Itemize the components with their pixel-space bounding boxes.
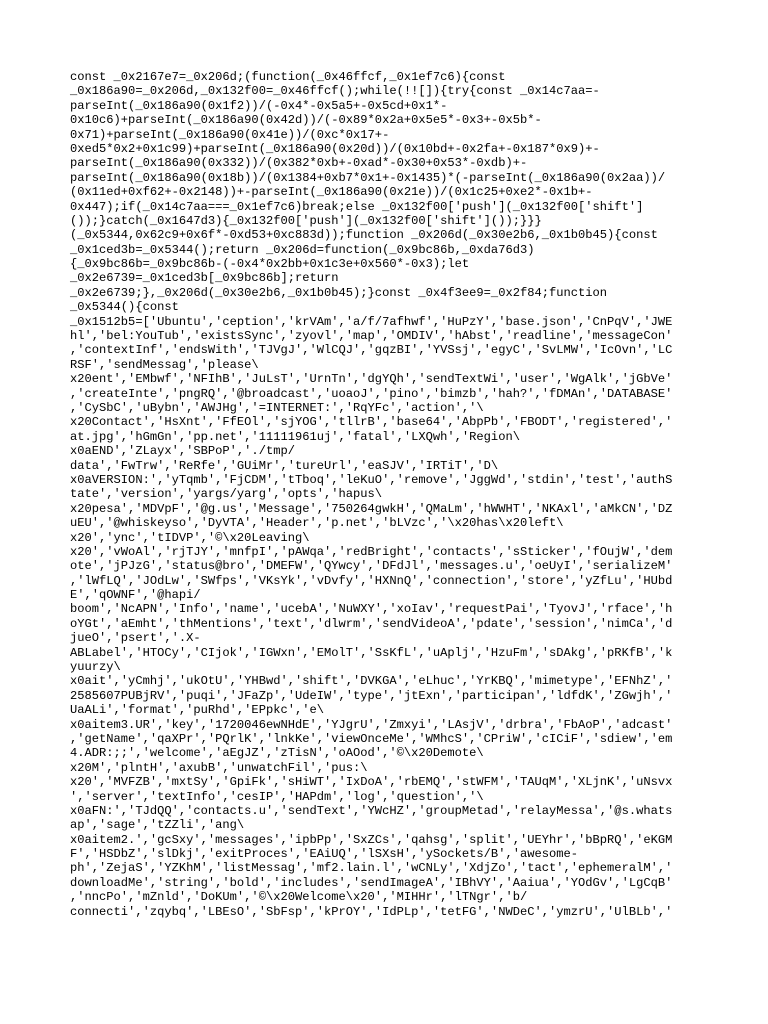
- code-line: 0x10c6)+parseInt(_0x186a90(0x42d))/(-0x89*0x2a+0x5e5*-0x3+-0x5b*-: [70, 113, 542, 128]
- code-line: x0aitem2.','gcSxy','messages','ipbPp','SxZCs','qahsg','split','UEYhr','bBpRQ','eKGM: [70, 832, 673, 847]
- code-line: _0x2e6739;},_0x206d(_0x30e2b6,_0x1b0b45);}const _0x4f3ee9=_0x2f84;function: [70, 285, 608, 300]
- code-line: _0x1ced3b=_0x5344();return _0x206d=function(_0x9bc86b,_0xda76d3): [70, 242, 535, 257]
- code-line: (_0x5344,0x62c9+0x6f*-0xd53+0xc883d));function _0x206d(_0x30e2b6,_0x1b0b45){const: [70, 228, 658, 243]
- code-line: 4.ADR:;;','welcome','aEgJZ','zTisN','oAOod','©\x20Demote\: [70, 746, 484, 761]
- code-line: connecti','zqybq','LBEsO','SbFsp','kPrOY','IdPLp','tetFG','NWDeC','ymzrU','UlBLb',': [70, 904, 673, 919]
- code-line: UaALi','format','puRhd','EPpkc','e\: [70, 703, 325, 718]
- code-line: ABLabel','HTOCy','CIjok','IGWxn','EMolT','SsKfL','uAplj','HzuFm','sDAkg','pRKfB','k: [70, 645, 673, 660]
- code-line: const _0x2167e7=_0x206d;(function(_0x46ffcf,_0x1ef7c6){const: [70, 70, 506, 84]
- code-line: x20','ync','tIDVP','©\x20Leaving\: [70, 530, 310, 545]
- code-line: data','FwTrw','ReRfe','GUiMr','tureUrl','eaSJV','IRTiT','D\: [70, 458, 499, 473]
- code-line: _0x2e6739=_0x1ced3b[_0x9bc86b];return: [70, 271, 339, 286]
- code-line: parseInt(_0x186a90(0x18b))/(0x1384+0xb7*0x1+-0x1435)*(-parseInt(_0x186a90(0x2aa))/: [70, 170, 666, 185]
- code-line: (0x11ed+0xf62+-0x2148))+-parseInt(_0x186a90(0x21e))/(0x1c25+0xe2*-0x1b+-: [70, 185, 593, 200]
- code-line: ());}catch(_0x1647d3){_0x132f00['push'](_0x132f00['shift']());}}}: [70, 213, 542, 228]
- code-line: _0x5344(){const: [70, 300, 179, 315]
- code-line: x20pesa','MDVpF','@g.us','Message','750264gwkH','QMaLm','hWWHT','NKAxl','aMkCN','DZ: [70, 501, 673, 516]
- code-line: _0x1512b5=['Ubuntu','ception','krVAm','a/f/7afhwf','HuPzY','base.json','CnPqV','JWE: [70, 314, 673, 329]
- code-line: hl','bel:YouTub','existsSync','zyovl','map','OMDIV','hAbst','readline','messageCon': [70, 329, 673, 344]
- code-line: boom','NcAPN','Info','name','ucebA','NuWXY','xoIav','requestPai','TyovJ','rface','h: [70, 602, 673, 617]
- code-line: RSF','sendMessag','please\: [70, 357, 259, 372]
- code-line: at.jpg','hGmGn','pp.net','11111961uj','fatal','LXQwh','Region\: [70, 429, 520, 444]
- code-line: x20ent','EMbwf','NFIhB','JuLsT','UrnTn','dgYQh','sendTextWi','user','WgAlk','jGbVe': [70, 372, 673, 387]
- code-line: downloadMe','string','bold','includes','sendImageA','IBhVY','Aaiua','YOdGv','LgCqB': [70, 875, 673, 890]
- code-line: ','server','textInfo','cesIP','HAPdm','log','question','\: [70, 789, 484, 804]
- code-line: 0x71)+parseInt(_0x186a90(0x41e))/(0xc*0x17+-: [70, 127, 390, 142]
- code-line: jueO','psert','.X-: [70, 631, 201, 646]
- code-line: x0ait','yCmhj','ukOtU','YHBwd','shift','DVKGA','eLhuc','YrKBQ','mimetype','EFNhZ',': [70, 674, 673, 689]
- code-line: _0x186a90=_0x206d,_0x132f00=_0x46ffcf();while(!![]){try{const _0x14c7aa=-: [70, 84, 600, 99]
- code-line: x0aEND','ZLayx','SBPoP','./tmp/: [70, 444, 295, 459]
- code-line: parseInt(_0x186a90(0x332))/(0x382*0xb+-0xad*-0x30+0x53*-0xdb)+-: [70, 156, 528, 171]
- code-line: yuurzy\: [70, 660, 121, 675]
- code-line: parseInt(_0x186a90(0x1f2))/(-0x4*-0x5a5+-0x5cd+0x1*-: [70, 98, 448, 113]
- code-line: ,'getName','qaXPr','PQrlK','lnkKe','viewOnceMe','WMhcS','CPriW','cICiF','sdiew','em: [70, 731, 673, 746]
- code-document: [70, 70, 698, 919]
- code-line: 0xed5*0x2+0x1c99)+parseInt(_0x186a90(0x20d))/(0x10bd+-0x2fa+-0x187*0x9)+-: [70, 141, 600, 156]
- code-line: 0x447);if(_0x14c7aa===_0x1ef7c6)break;else _0x132f00['push'](_0x132f00['shift']: [70, 199, 644, 214]
- code-line: ,'createInte','pngRQ','@broadcast','uoaoJ','pino','bimzb','hah?','fDMAn','DATABASE': [70, 386, 673, 401]
- code-line: x20','vWoAl','rjTJY','mnfpI','pAWqa','redBright','contacts','sSticker','fOujW','dem: [70, 544, 673, 559]
- code-line: ,'nncPo','mZnld','DoKUm','©\x20Welcome\x20','MIHHr','lTNgr','b/: [70, 890, 528, 905]
- code-line: oYGt','aEmht','thMentions','text','dlwrm','sendVideoA','pdate','session','nimCa','d: [70, 616, 673, 631]
- code-line: x0aitem3.UR','key','1720046ewNHdE','YJgrU','Zmxyi','LAsjV','drbra','FbAoP','adcast': [70, 717, 673, 732]
- code-line: uEU','@whiskeyso','DyVTA','Header','p.net','bLVzc','\x20has\x20left\: [70, 516, 564, 531]
- code-line: ote','jPJzG','status@bro','DMEFW','QYwcy','DFdJl','messages.u','oeUyI','serializeM': [70, 559, 673, 574]
- code-line: {_0x9bc86b=_0x9bc86b-(-0x4*0x2bb+0x1c3e+0x560*-0x3);let: [70, 257, 470, 272]
- code-line: x20','MVFZB','mxtSy','GpiFk','sHiWT','IxDoA','rbEMQ','stWFM','TAUqM','XLjnK','uNsvx: [70, 775, 673, 790]
- code-line: E','qOWNF','@hapi/: [70, 588, 201, 603]
- code-line: x0aFN:','TJdQQ','contacts.u','sendText','YWcHZ','groupMetad','relayMessa','@s.whats: [70, 803, 673, 818]
- code-line: tate','version','yargs/yarg','opts','hapus\: [70, 487, 383, 502]
- code-line: ,'lWfLQ','JOdLw','SWfps','VKsYk','vDvfy','HXNnQ','connection','store','yZfLu','HUbd: [70, 573, 673, 588]
- code-line: ,'contextInf','endsWith','TJVgJ','WlCQJ','gqzBI','YVSsj','egyC','SvLMW','IcOvn','LC: [70, 343, 673, 358]
- code-line: x20Contact','HsXnt','FfEOl','sjYOG','tllrB','base64','AbpPb','FBODT','registered',': [70, 415, 673, 430]
- code-line: F','HSDbZ','slDkj','exitProces','EAiUQ','lSXsH','ySockets/B','awesome-: [70, 847, 579, 862]
- code-line: x0aVERSION:','yTqmb','FjCDM','tTboq','leKuO','remove','JggWd','stdin','test','authS: [70, 472, 673, 487]
- code-line: ph','ZejaS','YZKhM','listMessag','mf2.lain.l','wCNLy','XdjZo','tact','ephemeralM',': [70, 861, 673, 876]
- code-line: ,'CySbC','uBybn','AWJHg','=INTERNET:','RqYFc','action','\: [70, 400, 484, 415]
- code-line: ap','sage','tZZli','ang\: [70, 818, 245, 833]
- code-line: x20M','plntH','axubB','unwatchFil','pus:\: [70, 760, 368, 775]
- code-line: 2585607PUBjRV','puqi','JFaZp','UdeIW','type','jtExn','participan','ldfdK','ZGwjh',': [70, 688, 673, 703]
